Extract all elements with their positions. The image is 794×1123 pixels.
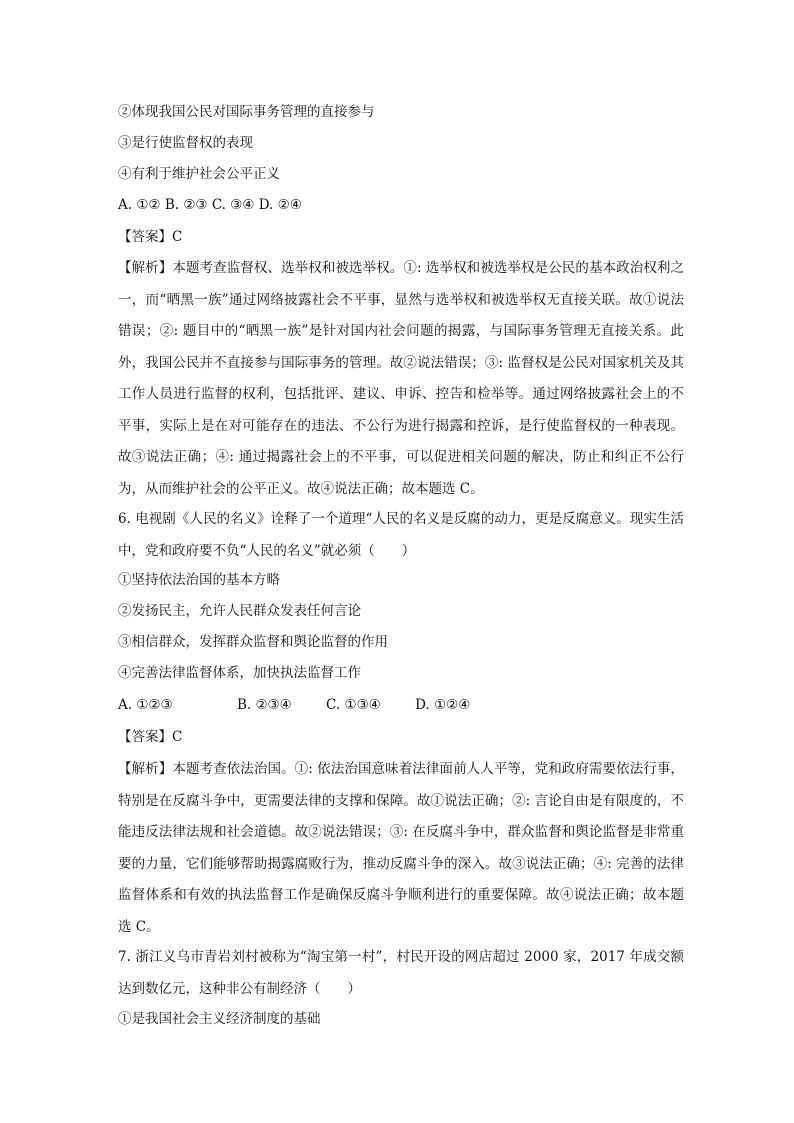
question-7-stem: 7. 浙江义乌市青岩刘村被称为“淘宝第一村”，村民开设的网店超过 2000 家，2017 年成交额达到数亿元，这种非公有制经济（ ）: [118, 949, 684, 997]
q6-statement-2: ②发扬民主，允许人民群众发表任何言论: [118, 603, 361, 619]
q6-answer-label: 【答案】C: [118, 729, 183, 745]
analysis-paragraph: 【解析】本题考查监督权、选举权和被选举权。①: 选举权和被选举权是公民的基本政治权利之一，而“晒黑一族”通过网络披露社会不平事，显然与选举权和被选举权无直接关联。故①说法错误；②: 题目中的“晒黑一族”是针对国内社会问题的揭露，与国际事务管理无直接关系。此外，我国公民并不直接参与国际事务的管理。故②说法错误；③: 监督权是公民对国家机关及其工作人员进行监督的权利，包括批评、建议、申诉、控告和检举等。通过网络披露社会上的不平事，实际上是在对可能存在的违法、不公行为进行揭露和控诉，是行使监督权的一种表现。故③说法正确；④: 通过揭露社会上的不平事，可以促进相关问题的解决，防止和纠正不公行为，从而维护社会的公平正义。故④说法正确；故本题选 C。: [118, 260, 684, 497]
q6-statement-1: ①坚持依法治国的基本方略: [118, 572, 280, 588]
q6-statement-3: ③相信群众，发挥群众监督和舆论监督的作用: [118, 634, 388, 650]
q6-analysis-paragraph: 【解析】本题考查依法治国。①: 依法治国意味着法律面前人人平等，党和政府需要依法行事，特别是在反腐斗争中，更需要法律的支撑和保障。故①说法正确；②: 言论自由是有限度的，不能违反法律法规和社会道德。故②说法错误；③: 在反腐斗争中，群众监督和舆论监督是非常重要的力量，它们能够帮助揭露腐败行为，推动反腐斗争的深入。故③说法正确；④: 完善的法律监督体系和有效的执法监督工作是确保反腐斗争顺利进行的重要保障。故④说法正确；故本题选 C。: [118, 761, 684, 935]
q6-option-a: A. ①②③: [118, 697, 173, 713]
q6-option-b: B. ②③④: [236, 697, 292, 713]
statement-3: ③是行使监督权的表现: [118, 135, 253, 151]
q6-options: [118, 695, 500, 715]
q6-statement-4: ④完善法律监督体系，加快执法监督工作: [118, 665, 361, 681]
q6-option-d: D. ①②④: [415, 697, 471, 713]
options-line: A. ①② B. ②③ C. ③④ D. ②④: [118, 197, 302, 213]
question-6-stem: 6. 电视剧《人民的名义》诠释了一个道理“人民的名义是反腐的动力，更是反腐意义。现实生活中，党和政府要不负“人民的名义”就必须（ ）: [118, 511, 684, 559]
statement-2: ②体现我国公民对国际事务管理的直接参与: [118, 104, 375, 120]
q7-statement-1: ①是我国社会主义经济制度的基础: [118, 1011, 321, 1027]
q6-option-c: C. ①③④: [326, 697, 381, 713]
answer-label: 【答案】C: [118, 229, 183, 245]
statement-4: ④有利于维护社会公平正义: [118, 166, 280, 182]
